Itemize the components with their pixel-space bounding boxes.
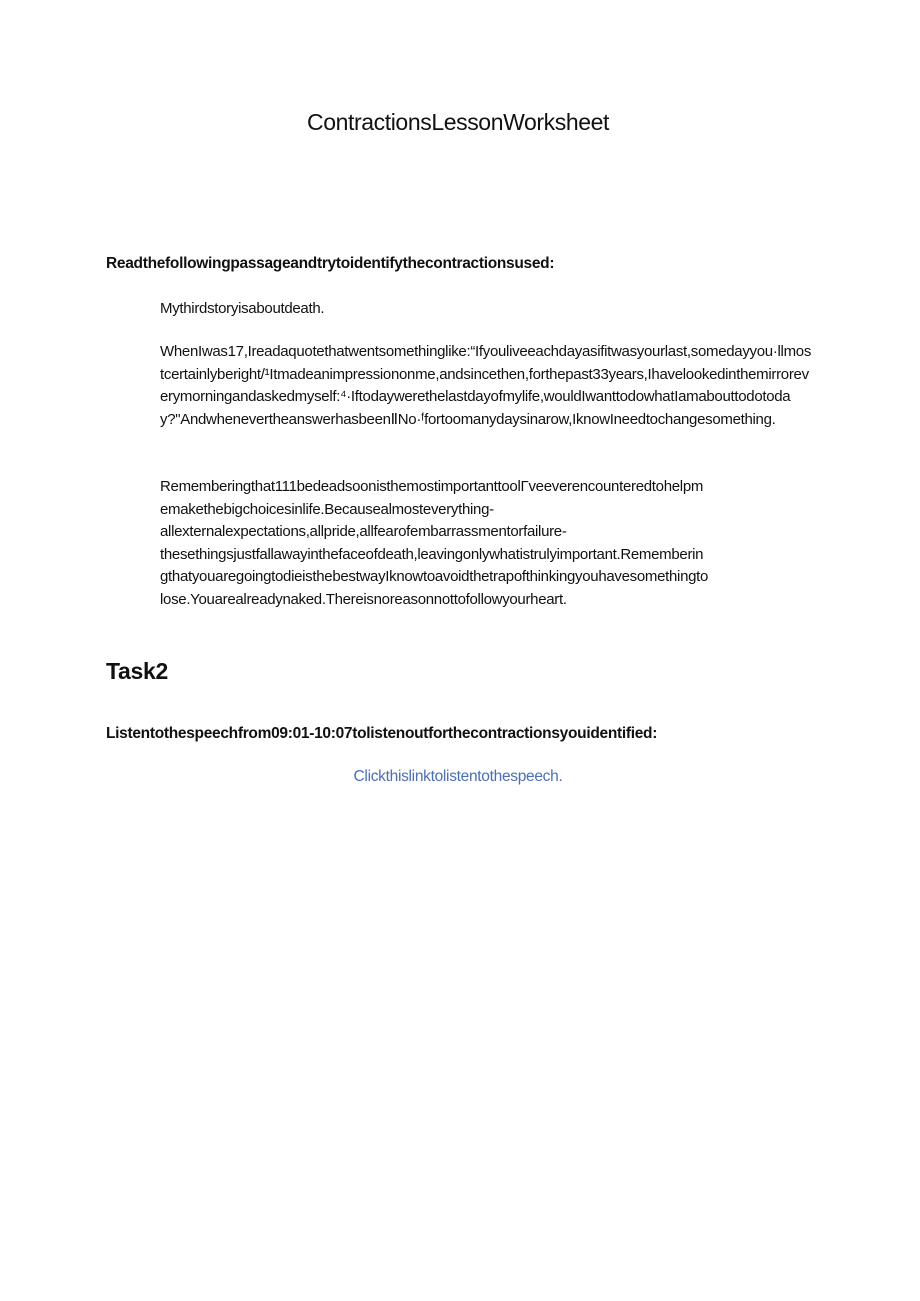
passage-paragraph-1-text: Mythirdstoryisaboutdeath. <box>160 300 325 317</box>
passage-paragraph-3 <box>160 476 812 611</box>
document-title: ContractionsLessonWorksheet <box>307 109 609 135</box>
passage-line: thesethingsjustfallawayinthefaceofdeath,leavingonlywhatistrulyimportant.Rememberin <box>160 545 704 563</box>
task2-heading: Task2 <box>106 658 169 684</box>
passage-paragraph-2 <box>160 341 812 431</box>
passage-line: emakethebigchoicesinlife.Becausealmosteverything- <box>160 500 494 518</box>
passage-paragraph-1 <box>160 298 812 321</box>
passage-line: gthatyouaregoingtodieisthebestwayIknowtoavoidthetrapofthinkingyouhavesomethingto <box>160 568 709 585</box>
passage-line: allexternalexpectations,allpride,allfearofembarrassmentorfailure- <box>160 523 567 540</box>
speech-link[interactable]: Clickthislinktolistentothespeech. <box>353 768 563 785</box>
passage-line: Rememberingthat111bedeadsoonisthemostimportanttoolΓveeverencounteredtohelpm <box>160 478 704 495</box>
passage-paragraph-2-text: WhenIwas17,Ireadaquotethatwentsomethinglike:“Ifyouliveeachdayasifitwasyourlast,somedayyou·llmostcertainlyberight/¹Itmadeanimpressiononme,andsincethen,forthepast33years,Ihavelookedinthemirroreverymorningandaskedmyself:⁴·Iftodaywerethelastdayofmylife,wouldIwanttodowhatIamabouttodotoday?"AndwhenevertheanswerhasbeenⅡNo·ᶠfortoomanydaysinarow,IknowIneedtochangesomething. <box>160 343 812 428</box>
task2-instruction: Listentothespeechfrom09:01-10:07tolistenoutforthecontractionsyouidentified: <box>106 725 658 742</box>
task1-instruction: Readthefollowingpassageandtrytoidentifythecontractionsused: <box>106 255 555 272</box>
passage-line: lose.Youarealreadynaked.Thereisnoreasonnottofollowyourheart. <box>160 590 567 608</box>
